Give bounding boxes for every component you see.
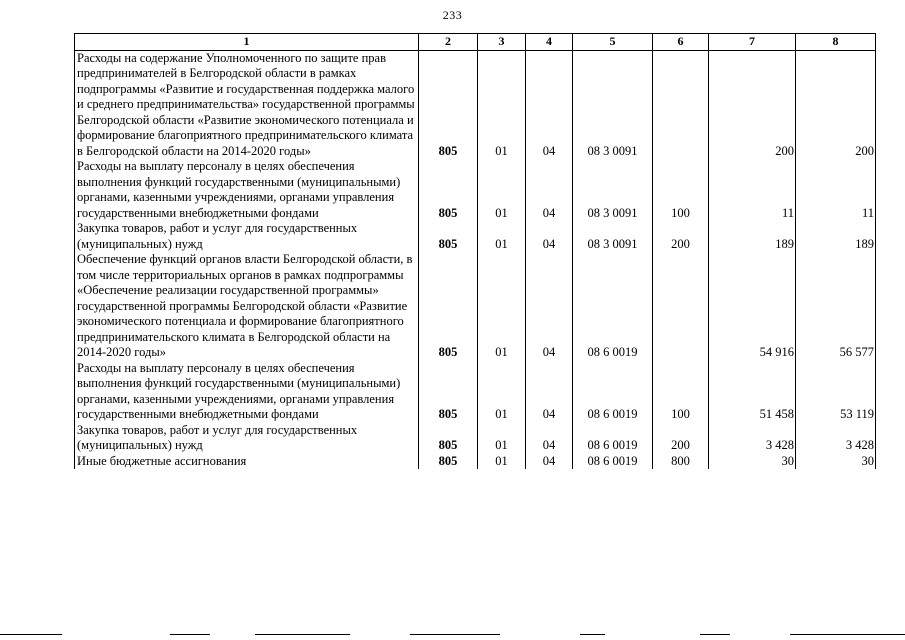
scan-line [410,634,500,635]
section-code: 01 [478,221,526,252]
expense-type-code [653,252,709,361]
table-row [75,361,876,423]
amount-col7: 51 458 [709,361,796,423]
row-description: Обеспечение функций органов власти Белгородской области, в том числе территориальных органов в рамках подпрограммы «Обеспечение реализации государственной программы» государственной программы Белгородской области «Развитие экономического потенциала и формирование благоприятного предпринимательского климата в Белгородской области на 2014-2020 годы» [75,252,419,361]
expense-type-code: 200 [653,221,709,252]
budget-table [74,33,876,469]
scan-edge-lines [0,634,905,636]
target-article-code: 08 6 0019 [573,454,653,470]
expense-type-code: 200 [653,423,709,454]
ministry-code: 805 [419,361,478,423]
column-header: 6 [653,34,709,51]
section-code: 01 [478,252,526,361]
column-header: 5 [573,34,653,51]
amount-col8: 189 [796,221,876,252]
table-row [75,252,876,361]
scan-line [580,634,605,635]
amount-col7: 54 916 [709,252,796,361]
scan-line [700,634,730,635]
section-code: 01 [478,50,526,159]
target-article-code: 08 6 0019 [573,423,653,454]
subsection-code: 04 [526,50,573,159]
column-header: 2 [419,34,478,51]
column-header: 8 [796,34,876,51]
ministry-code: 805 [419,423,478,454]
row-description: Закупка товаров, работ и услуг для государственных (муниципальных) нужд [75,221,419,252]
row-description: Расходы на содержание Уполномоченного по защите прав предпринимателей в Белгородской области в рамках подпрограммы «Развитие и государственная поддержка малого и среднего предпринимательства» государственной программы Белгородской области «Развитие экономического потенциала и формирование благоприятного предпринимательского климата в Белгородской области на 2014-2020 годы» [75,50,419,159]
ministry-code: 805 [419,50,478,159]
table-row [75,423,876,454]
expense-type-code: 100 [653,361,709,423]
subsection-code: 04 [526,221,573,252]
row-description: Расходы на выплату персоналу в целях обеспечения выполнения функций государственными (муниципальными) органами, казенными учреждениями, органами управления государственными внебюджетными фондами [75,159,419,221]
target-article-code: 08 3 0091 [573,50,653,159]
subsection-code: 04 [526,423,573,454]
amount-col8: 56 577 [796,252,876,361]
row-description: Расходы на выплату персоналу в целях обеспечения выполнения функций государственными (муниципальными) органами, казенными учреждениями, органами управления государственными внебюджетными фондами [75,361,419,423]
section-code: 01 [478,361,526,423]
ministry-code: 805 [419,252,478,361]
amount-col7: 189 [709,221,796,252]
amount-col7: 30 [709,454,796,470]
table-row [75,159,876,221]
expense-type-code [653,50,709,159]
scan-line [790,634,905,635]
page-number: 233 [442,8,463,22]
ministry-code: 805 [419,159,478,221]
column-header: 4 [526,34,573,51]
column-header: 3 [478,34,526,51]
amount-col7: 200 [709,50,796,159]
target-article-code: 08 6 0019 [573,361,653,423]
amount-col8: 3 428 [796,423,876,454]
ministry-code: 805 [419,454,478,470]
column-header: 1 [75,34,419,51]
target-article-code: 08 3 0091 [573,221,653,252]
section-code: 01 [478,423,526,454]
scan-line [170,634,210,635]
scan-line [255,634,350,635]
amount-col8: 11 [796,159,876,221]
subsection-code: 04 [526,159,573,221]
amount-col8: 30 [796,454,876,470]
section-code: 01 [478,454,526,470]
scan-line [0,634,62,635]
subsection-code: 04 [526,361,573,423]
amount-col7: 11 [709,159,796,221]
row-description: Иные бюджетные ассигнования [75,454,419,470]
target-article-code: 08 6 0019 [573,252,653,361]
row-description: Закупка товаров, работ и услуг для государственных (муниципальных) нужд [75,423,419,454]
table-row [75,50,876,159]
subsection-code: 04 [526,454,573,470]
amount-col8: 53 119 [796,361,876,423]
table-row [75,454,876,470]
table-row [75,221,876,252]
header-row [75,34,876,51]
amount-col7: 3 428 [709,423,796,454]
target-article-code: 08 3 0091 [573,159,653,221]
amount-col8: 200 [796,50,876,159]
expense-type-code: 100 [653,159,709,221]
subsection-code: 04 [526,252,573,361]
column-header: 7 [709,34,796,51]
section-code: 01 [478,159,526,221]
ministry-code: 805 [419,221,478,252]
expense-type-code: 800 [653,454,709,470]
